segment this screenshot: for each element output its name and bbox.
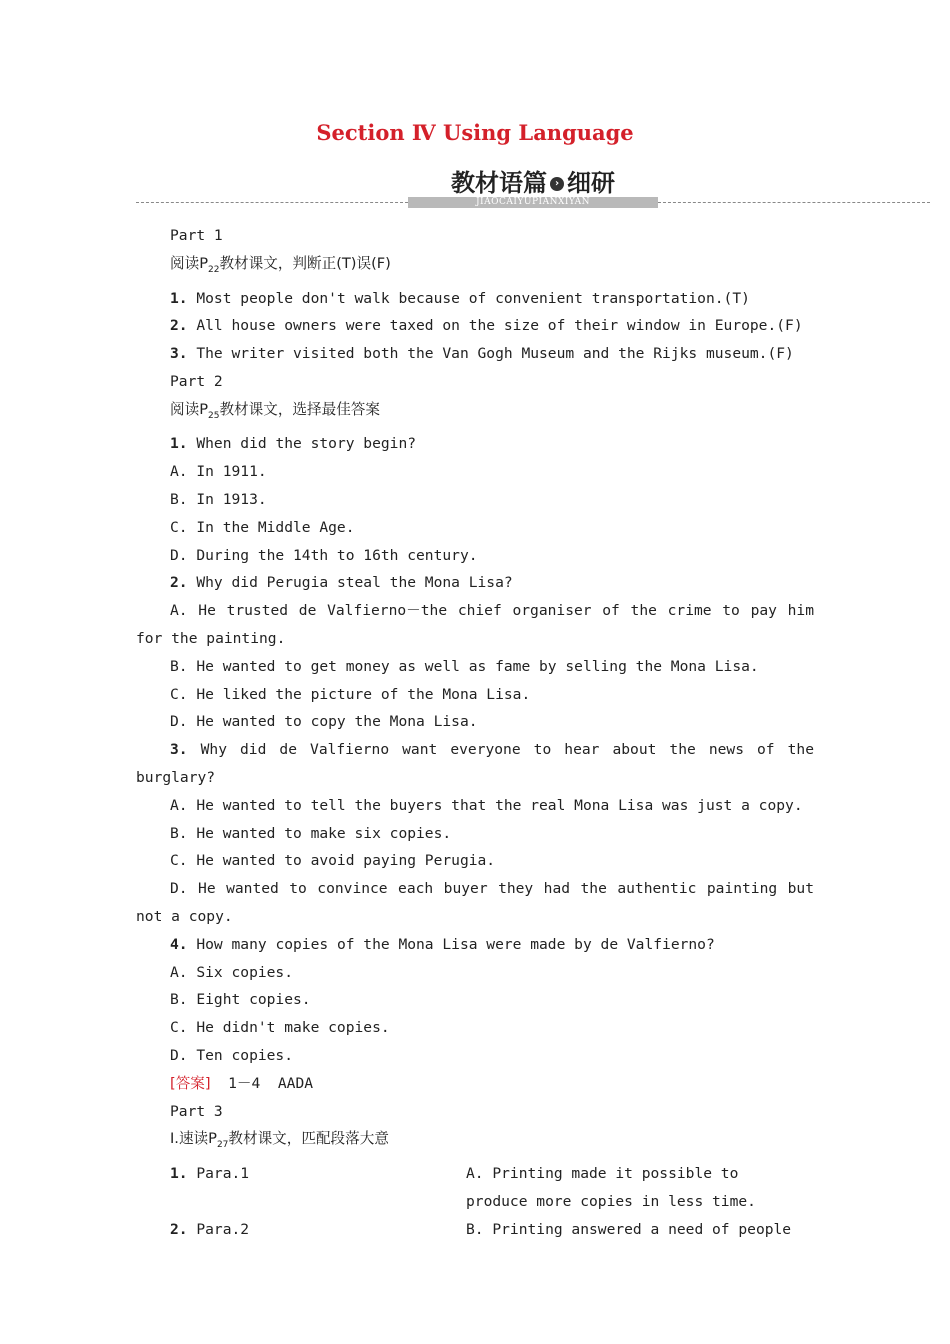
option: D. During the 14th to 16th century. [170, 546, 478, 564]
part2-heading: Part 2 [170, 372, 223, 390]
banner-heading [408, 163, 658, 198]
para-label: Para.2 [187, 1220, 250, 1238]
option: C. He wanted to avoid paying Perugia. [170, 852, 496, 870]
item-text: All house owners were taxed on the size of their window in Europe.(F) [187, 317, 803, 335]
question-number: 3. [170, 741, 188, 759]
option: A. Six copies. [170, 963, 294, 981]
item-number: 1. [170, 1165, 188, 1183]
match-left [170, 1216, 249, 1244]
answer-text: 1－4 AADA [210, 1074, 314, 1092]
question-text: Why did Perugia steal the Mona Lisa? [187, 574, 513, 592]
option: A. In 1911. [170, 463, 267, 481]
list-item [136, 340, 814, 368]
page-ref: 25 [208, 410, 220, 421]
item-text: Most people don't walk because of convenient transportation.(T) [187, 289, 750, 307]
page-title: Section Ⅳ Using Language [316, 120, 634, 145]
match-right: B. Printing answered a need of people [466, 1220, 792, 1238]
instr-text: 教材课文，判断正(T)误(F) [219, 254, 391, 272]
part2-instruction [136, 396, 814, 431]
option: A. He trusted de Valfierno－the chief organiser of the crime to pay him for the painting. [136, 602, 814, 647]
question [136, 430, 814, 458]
document-body [136, 222, 814, 1243]
match-row [136, 1188, 814, 1216]
question-text: When did the story begin? [187, 435, 417, 453]
part1-heading: Part 1 [170, 227, 223, 244]
banner-divider-left [136, 202, 408, 203]
match-row [136, 1160, 814, 1188]
question [136, 736, 814, 792]
page-ref: 27 [216, 1140, 229, 1151]
banner-heading-left: 教材语篇 [451, 169, 547, 197]
item-text: The writer visited both the Van Gogh Museum and the Rijks museum.(F) [187, 345, 794, 363]
banner-subtitle: JIAOCAIYUPIANXIYAN [475, 197, 591, 207]
question-number: 1. [170, 435, 188, 453]
match-left [170, 1160, 249, 1188]
page-ref: 22 [208, 264, 220, 275]
option: B. In 1913. [170, 490, 267, 508]
para-label: Para.1 [187, 1165, 250, 1183]
option: B. He wanted to make six copies. [170, 824, 452, 842]
question [136, 931, 814, 959]
match-right: A. Printing made it possible to [466, 1165, 739, 1183]
option: C. He liked the picture of the Mona Lisa. [170, 685, 531, 703]
instr-text: 教材课文，匹配段落大意 [228, 1130, 389, 1148]
question-number: 4. [170, 935, 188, 953]
part3-instruction [136, 1125, 814, 1160]
section-banner [0, 163, 950, 215]
instr-text: 阅读P [170, 400, 208, 418]
part3-heading: Part 3 [170, 1102, 223, 1120]
option: D. He wanted to convince each buyer they had the authentic painting but not a copy. [136, 880, 814, 925]
question-number: 2. [170, 574, 188, 592]
banner-divider-right [658, 202, 930, 203]
item-number: 1. [170, 289, 188, 307]
question-text: How many copies of the Mona Lisa were made by de Valfierno? [187, 935, 715, 953]
banner-arrow-icon: › [550, 177, 564, 191]
banner-heading-right: 细研 [567, 169, 615, 197]
option: A. He wanted to tell the buyers that the real Mona Lisa was just a copy. [170, 796, 803, 814]
instr-text: 教材课文，选择最佳答案 [219, 400, 380, 418]
answer-label: [答案] [170, 1074, 211, 1092]
answer-line [136, 1070, 814, 1098]
match-row [136, 1216, 814, 1244]
option: D. Ten copies. [170, 1046, 294, 1064]
match-right: produce more copies in less time. [466, 1192, 756, 1210]
question-text: Why did de Valfierno want everyone to hear about the news of the burglary? [136, 741, 814, 786]
instr-text: 阅读P [170, 254, 208, 272]
option: C. He didn't make copies. [170, 1019, 390, 1037]
option: D. He wanted to copy the Mona Lisa. [170, 713, 478, 731]
question [136, 569, 814, 597]
option: B. He wanted to get money as well as fame by selling the Mona Lisa. [170, 657, 759, 675]
instr-text: Ⅰ.速读P [170, 1130, 217, 1148]
list-item [136, 285, 814, 313]
part1-instruction [136, 250, 814, 285]
banner-subtitle-bar [408, 197, 658, 208]
list-item [136, 312, 814, 340]
item-number: 2. [170, 317, 188, 335]
item-number: 2. [170, 1220, 188, 1238]
option: B. Eight copies. [170, 991, 311, 1009]
item-number: 3. [170, 345, 188, 363]
option: C. In the Middle Age. [170, 518, 355, 536]
